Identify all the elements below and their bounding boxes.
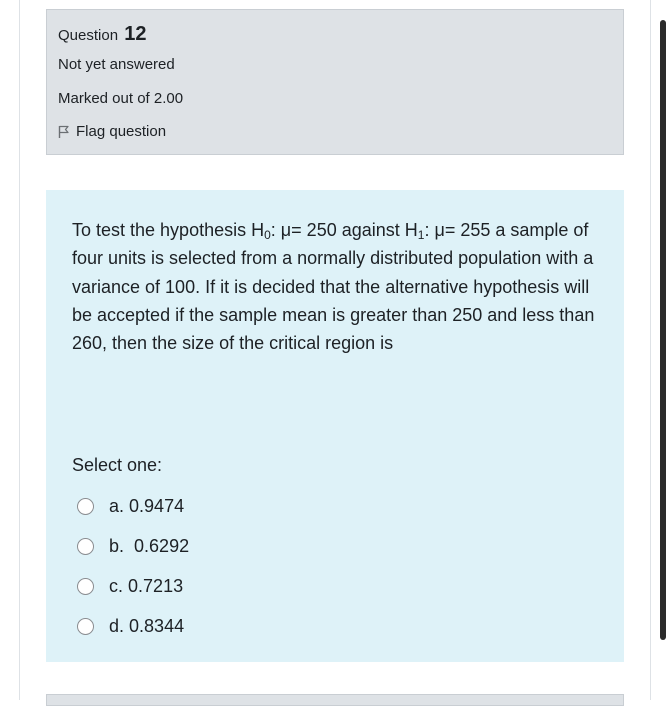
question-text-part2: : μ= 250 against H xyxy=(270,220,418,240)
question-text-part3: : μ= 255 a sample of four units is selected from a normally distributed population with a variance of 100. If it is decided that the alternative hypothesis will be accepted if the sample mean is greater than 250 and less than 260, then the size of the critical region is xyxy=(72,220,595,354)
question-text-intro: To test the hypothesis H xyxy=(72,220,265,240)
answer-option-a[interactable] xyxy=(76,486,189,526)
option-letter: c. xyxy=(109,575,124,596)
radio-button[interactable] xyxy=(77,538,94,555)
question-state: Not yet answered xyxy=(58,56,175,73)
answer-option-b[interactable] xyxy=(76,526,189,566)
radio-button[interactable] xyxy=(77,618,94,635)
flag-question-link[interactable] xyxy=(58,123,166,140)
question-text xyxy=(72,216,602,357)
flag-question-label: Flag question xyxy=(76,123,167,140)
page-border-left xyxy=(19,0,20,700)
radio-button[interactable] xyxy=(77,578,94,595)
question-formulation xyxy=(46,190,624,662)
radio-button[interactable] xyxy=(77,498,94,515)
question-info-panel xyxy=(46,9,624,155)
question-number-value: 12 xyxy=(124,23,147,45)
question-number xyxy=(58,23,146,46)
subscript-1: 1 xyxy=(417,228,425,242)
option-letter: b. xyxy=(109,535,125,556)
option-letter: a. xyxy=(109,495,125,516)
answer-option-c[interactable] xyxy=(76,566,189,606)
option-value: 0.8344 xyxy=(129,615,185,636)
question-label: Question xyxy=(58,27,119,44)
flag-icon xyxy=(58,125,70,139)
scrollbar[interactable] xyxy=(660,20,666,640)
question-grade: Marked out of 2.00 xyxy=(58,90,184,107)
select-one-prompt: Select one: xyxy=(72,455,163,475)
subscript-0: 0 xyxy=(264,228,271,242)
page-border-right xyxy=(650,0,651,700)
option-value: 0.9474 xyxy=(129,495,185,516)
option-value: 0.7213 xyxy=(128,575,184,596)
next-question-panel xyxy=(46,694,624,706)
answer-options xyxy=(76,486,189,646)
option-letter: d. xyxy=(109,615,125,636)
answer-option-d[interactable] xyxy=(76,606,189,646)
option-value: 0.6292 xyxy=(134,535,190,556)
